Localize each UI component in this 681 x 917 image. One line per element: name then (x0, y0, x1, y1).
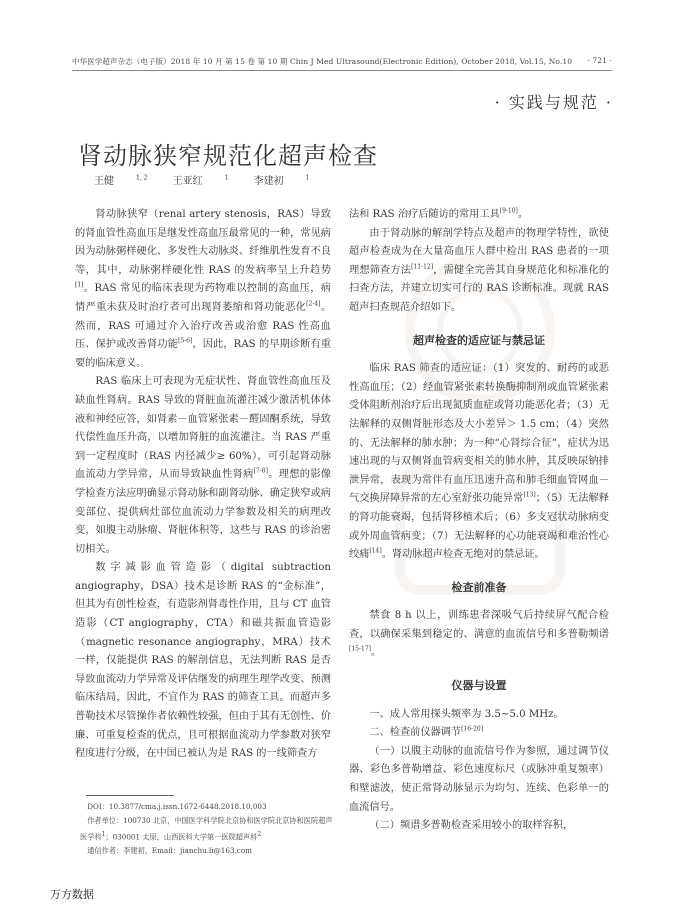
body-paragraph: 临床 RAS 筛查的适应证：（1）突发的、耐药的或恶性高血压；（2）经血管紧张素转换酶抑制剂或血管紧张素受体阻断剂治疗后出现氮质血症或肾功能恶化者；（3）无法解释的双侧肾脏形态及大小差异＞ 1.5 cm；（4）突然的、无法解释的肺水肿；为一种“心肾综合征”，症状为迅速出现的与双侧肾血管病变相关的肺水肿，其反映尿钠排泄异常，表现为常伴有血压迅速升高和肺毛细血管网血－气交换屏障异常的左心室舒张功能异常[13]；（5）无法解释的肾功能衰竭，包括肾移植术后；（6）多支冠状动脉病变或外周血管病变；（7）无法解释的心功能衰竭和难治性心绞痛[14]。肾动脉超声检查无绝对的禁忌证。 (349, 363, 609, 561)
author: 王亚红 $^1$ (172, 174, 229, 187)
affiliation-line: 作者单位：100730 北京，中国医学科学院北京协和医学院北京协和医院超声医学科$^1$；030001 太原，山西医科大学第一医院超声科$^2$ (80, 816, 333, 842)
body-paragraph: （二）频谱多普勒检查采用较小的取样容积， (369, 820, 574, 832)
doi-line: DOI：10.3877/cma.j.issn.1672-6448.2018.10.003 (87, 802, 267, 811)
corresponding-author-line: 通信作者：李建初，Email：jianchu.li@163.com (87, 846, 252, 856)
body-paragraph: 二、检查前仪器调节[16-20] (369, 725, 484, 739)
body-paragraph: 禁食 8 h 以上，训练患者深吸气后持续屏气配合检查，以确保采集到稳定的、满意的血流信号和多普勒频谱[15-17]。 (349, 610, 609, 659)
section-heading: 检查前准备 (451, 580, 507, 594)
body-paragraph: 法和 RAS 治疗后随访的常用工具[9-10]。 (349, 207, 529, 220)
body-paragraph: 由于肾动脉的解剖学特点及超声的物理学特性，欲使超声检查成为在大量高血压人群中检出 RAS 患者的一项理想筛查方法[11-12]，需健全完善其自身规范化和标准化的扫查方法，并建立切实可行的 RAS 诊断标准。现就 RAS 超声扫查规范介绍如下。 (349, 227, 610, 313)
author: 王健 $^{1, 2}$ (94, 174, 148, 187)
header-divider (72, 70, 612, 71)
footnote-divider (86, 795, 174, 796)
body-paragraph: RAS 临床上可表现为无症状性、肾血管性高血压及缺血性肾病。RAS 导致的肾脏血流灌注减少激活机体体液和神经应答，如肾素－血管紧张素－醛固酮系统，导致代偿性血压升高，以增加肾脏的血流灌注。当 RAS 严重到一定程度时（RAS 内径减少≥ 60%），可引起肾动脉血流动力学异常，从而导致缺血性肾病[7-8]。理想的影像学检查方法应明确显示肾动脉和副肾动脉、确定狭窄或病变部位、提供病灶部位血流动力学参数及相关的病理改变，如腹主动脉瘤、肾脏体积等，这些与 RAS 的诊治密切相关。 (75, 376, 332, 555)
article-title: 肾动脉狭窄规范化超声检查 (78, 142, 378, 170)
body-paragraph: 肾动脉狭窄（renal artery stenosis，RAS）导致的肾血管性高血压是继发性高血压最常见的一种，常见病因为动脉粥样硬化、多发性大动脉炎、纤维肌性发育不良等，其中，动脉粥样硬化性 RAS 的发病率呈上升趋势[1]。RAS 常见的临床表现为药物难以控制的高血压，病情严重未获及时治疗者可出现肾萎缩和肾功能恶化[2-4]。然而，RAS 可通过介入治疗改善或治愈 RAS 性高血压、保护或改善肾功能[5-6]，因此，RAS 的早期诊断有重要的临床意义。 (75, 209, 332, 369)
brand-logo-text: 万方数据 (50, 888, 94, 901)
page-number: · 721 · (587, 56, 612, 65)
section-heading: 超声检查的适应证与禁忌证 (413, 333, 545, 347)
author: 李建初 $^1$ (253, 174, 310, 187)
section-heading: 仪器与设置 (451, 679, 507, 693)
journal-header (72, 56, 612, 67)
footnotes (80, 800, 336, 858)
body-paragraph: 数字减影血管造影（digital subtraction angiography，DSA）技术是诊断 RAS 的“金标准”，但其为有创性检查，有造影剂肾毒性作用，且与 CT 血管造影（CT angiography，CTA）和磁共振血管造影（magnetic resonance angiography，MRA）技术一样，仅能提供 RAS 的解剖信息，无法判断 RAS 是否导致血流动力学异常及评估继发的病理生理学改变、预测临床结局，因此，不宜作为 RAS 的筛查工具。而超声多普勒技术尽管操作者依赖性较强，但由于其有无创性、价廉、可重复检查的优点，且可根据血流动力学参数对狭窄程度进行分级，在中国已被认为是 RAS 的一线筛查方 (75, 562, 331, 760)
column-title: · 实践与规范 · (494, 93, 613, 112)
right-column (349, 206, 609, 836)
journal-citation-line: 中华医学超声杂志（电子版）2018 年 10 月 第 15 卷 第 10 期 Chin J Med Ultrasound(Electronic Edition), October 2018, Vol.15, No.10 (72, 57, 573, 66)
left-column (75, 206, 331, 764)
body-paragraph: 一、成人常用探头频率为 3.5~5.0 MHz。 (369, 708, 564, 720)
body-paragraph: （一）以腹主动脉的血流信号作为参照，通过调节仪器、彩色多普勒增益、彩色速度标尺（或脉冲重复频率）和壁滤波，使正常肾动脉显示为均匀、连续、色彩单一的血流信号。 (349, 745, 609, 813)
author-list (94, 172, 331, 187)
